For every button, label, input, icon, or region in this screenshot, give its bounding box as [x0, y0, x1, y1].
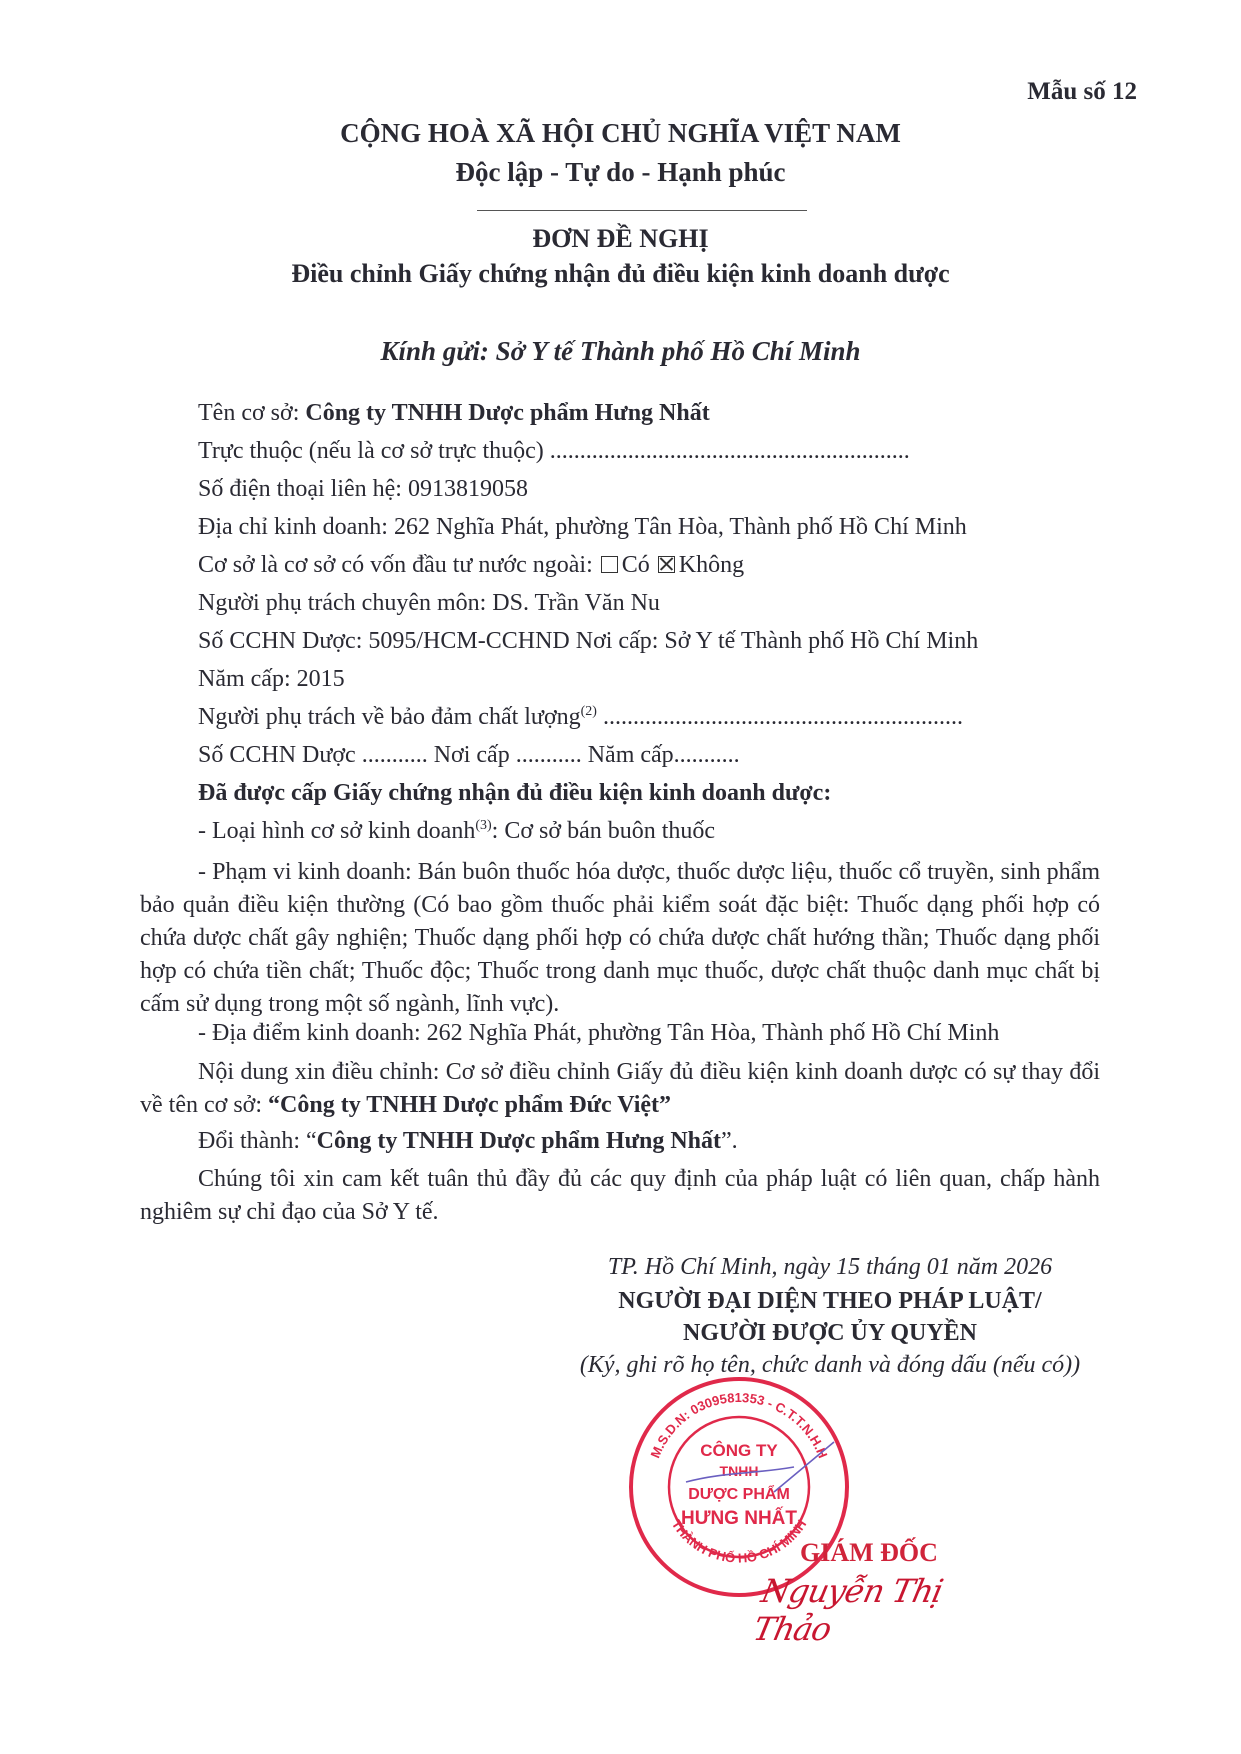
field-name: Tên cơ sở: Công ty TNHH Dược phẩm Hưng Nhất — [198, 400, 710, 426]
motto: Độc lập - Tự do - Hạnh phúc — [455, 157, 786, 187]
document-subtitle: Điều chỉnh Giấy chứng nhận đủ điều kiện kinh doanh dược — [291, 259, 950, 288]
stamp-line-1: CÔNG TY — [700, 1441, 778, 1460]
business-type: - Loại hình cơ sở kinh doanh$^{(3)}$: Cơ sở bán buôn thuốc — [198, 818, 716, 844]
old-company-name: “Công ty TNHH Dược phẩm Đức Việt” — [268, 1092, 671, 1118]
company-name: Công ty TNHH Dược phẩm Hưng Nhất — [305, 400, 710, 426]
form-number: Mẫu số 12 — [1027, 78, 1137, 105]
new-name-line: Đổi thành: “Công ty TNHH Dược phẩm Hưng Nhất”. — [198, 1128, 738, 1154]
recipient: Kính gửi: Sở Y tế Thành phố Hồ Chí Minh — [380, 336, 861, 366]
checkbox-no-checked[interactable] — [658, 556, 675, 573]
checkbox-yes[interactable] — [601, 556, 618, 573]
director-title: GIÁM ĐỐC — [800, 1538, 938, 1567]
field-foreign-investment: Cơ sở là cơ sở có vốn đầu tư nước ngoài: Có Không — [198, 552, 745, 578]
field-address: Địa chỉ kinh doanh: 262 Nghĩa Phát, phường Tân Hòa, Thành phố Hồ Chí Minh — [198, 514, 967, 540]
commitment: Chúng tôi xin cam kết tuân thủ đầy đủ các quy định của pháp luật có liên quan, chấp hành nghiêm sự chỉ đạo của Sở Y tế. — [140, 1166, 1100, 1225]
handwritten-signature-name: Nguyễn Thị Thảo — [749, 1572, 946, 1648]
signature-title-2: NGƯỜI ĐƯỢC ỦY QUYỀN — [683, 1320, 977, 1346]
field-phone: Số điện thoại liên hệ: 0913819058 — [198, 476, 528, 502]
signature-date: TP. Hồ Chí Minh, ngày 15 tháng 01 năm 2026 — [607, 1254, 1053, 1280]
business-scope: - Phạm vi kinh doanh: Bán buôn thuốc hóa dược, thuốc dược liệu, thuốc cổ truyền, sinh phẩm bảo quản điều kiện thường (Có bao gồm thuốc phải kiểm soát đặc biệt: Thuốc dạng phối hợp có chứa dược chất gây nghiện; Thuốc dạng phối hợp có chứa dược chất hướng thần; Thuốc dạng phối hợp có chứa tiền chất; Thuốc độc; Thuốc trong danh mục thuốc, dược chất thuộc danh mục chất bị cấm sử dụng trong một số ngành, lĩnh vực). — [140, 859, 1100, 1017]
new-company-name: Công ty TNHH Dược phẩm Hưng Nhất — [316, 1128, 722, 1154]
stamp-ring-bottom-text: THÀNH PHỐ HỒ CHÍ MINH — [668, 1516, 810, 1566]
adjustment-content: Nội dung xin điều chỉnh: Cơ sở điều chỉnh Giấy đủ điều kiện kinh doanh dược có sự thay đổi về tên cơ sở: “Công ty TNHH Dược phẩm Đức Việt” — [140, 1059, 1100, 1118]
field-certificate-2: Số CCHN Dược ........... Nơi cấp ........... Năm cấp........... — [198, 742, 740, 768]
document-title: ĐƠN ĐỀ NGHỊ — [532, 224, 709, 253]
nation-header: CỘNG HOÀ XÃ HỘI CHỦ NGHĨA VIỆT NAM — [340, 118, 901, 148]
field-quality-manager: Người phụ trách về bảo đảm chất lượng$^{(2)}$ ............................................................ — [198, 704, 963, 730]
stamp-line-4: HƯNG NHẤT — [680, 1508, 798, 1529]
info-fields — [140, 394, 1100, 850]
stamp-line-3: DƯỢC PHẨM — [688, 1486, 790, 1503]
field-certificate: Số CCHN Dược: 5095/HCM-CCHND Nơi cấp: Sở Y tế Thành phố Hồ Chí Minh — [198, 628, 979, 654]
stamp-ring-text: M.S.D.N: 0309581353 - C.T.T.N.H.H — [647, 1389, 831, 1461]
field-year: Năm cấp: 2015 — [198, 666, 345, 692]
granted-heading: Đã được cấp Giấy chứng nhận đủ điều kiện kinh doanh dược: — [198, 780, 832, 806]
field-manager: Người phụ trách chuyên môn: DS. Trần Văn Nu — [198, 590, 660, 616]
header-divider — [477, 210, 807, 211]
business-location: - Địa điểm kinh doanh: 262 Nghĩa Phát, phường Tân Hòa, Thành phố Hồ Chí Minh — [198, 1020, 1000, 1046]
field-affiliation: Trực thuộc (nếu là cơ sở trực thuộc) ............................................................ — [198, 438, 910, 464]
signature-title-1: NGƯỜI ĐẠI DIỆN THEO PHÁP LUẬT/ — [618, 1288, 1042, 1314]
signature-note: (Ký, ghi rõ họ tên, chức danh và đóng dấu (nếu có)) — [579, 1352, 1081, 1378]
stamp-line-2: TNHH — [719, 1463, 759, 1479]
